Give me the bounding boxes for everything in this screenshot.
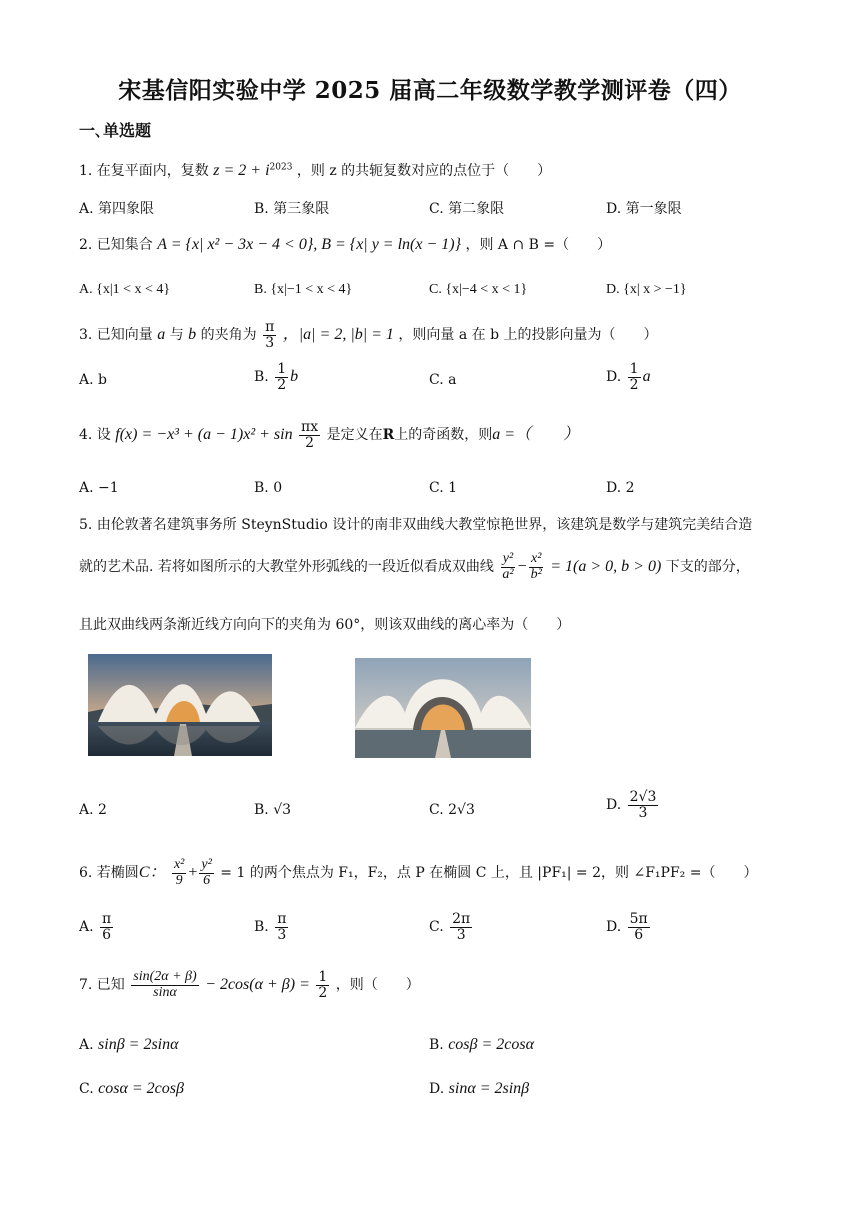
q3-opt-d-den: 2 [629, 376, 639, 393]
q6-option-c-label: C. [429, 919, 444, 936]
q7-mid: − 2cos(α + β) = [205, 976, 310, 994]
section-heading: 一､单选题 [79, 121, 152, 140]
q3-option-b-fraction [275, 362, 288, 392]
q5-frac-y [500, 552, 515, 582]
q7-half [316, 970, 329, 1000]
q4-frac-den: 2 [305, 434, 315, 451]
q1-expr: z = 2 + i [213, 162, 270, 179]
q4-frac-num: πx [301, 419, 319, 435]
q3-cond: ，|a| = 2, |b| = 1 [282, 326, 394, 344]
q3-opt-b-den: 2 [277, 376, 287, 393]
q6-option-a[interactable] [79, 912, 115, 942]
q7-pre: 7. 已知 [79, 977, 125, 994]
q5-b2: b² [530, 566, 542, 582]
q5-option-d[interactable] [606, 790, 660, 820]
q3-option-c-text: C. a [429, 372, 457, 388]
q1-option-b[interactable]: B. 第三象限 [254, 201, 330, 217]
page-title: 宋基信阳实验中学 2025 届高二年级数学教学测评卷（四） [118, 77, 742, 104]
question-6: 6. 若椭圆C： $\frac{\text{x²}}{9}$ + $\frac{\text{y²}}{6}$ = 1 的两个焦点为 F₁，F₂，点 P 在椭圆 C 上，且 |PF₁| = 2，则 ∠F₁PF₂ =（ ） [79, 857, 758, 888]
q3-option-a[interactable] [79, 372, 107, 388]
q4-post2: 上的奇函数，则 [394, 427, 493, 444]
q3-mid: 与 [169, 327, 184, 344]
q7-option-b-label: B. [429, 1037, 444, 1053]
q1-pre: 1. 在复平面内，复数 [79, 163, 209, 179]
q3-angle-fraction [263, 320, 276, 350]
q6-option-b[interactable] [254, 912, 290, 942]
q5-a2: a² [502, 566, 514, 582]
q7-fraction [131, 970, 198, 1000]
q3-opt-b-num: 1 [277, 361, 287, 377]
q3-pre: 3. 已知向量 [79, 327, 153, 344]
q1-option-c[interactable]: C. 第二象限 [429, 201, 505, 217]
q3-option-c[interactable] [429, 372, 456, 388]
q7-half-den: 2 [318, 984, 328, 1001]
q6-opt-a-frac [100, 912, 113, 942]
q7-option-b-expr: cosβ = 2cosα [448, 1036, 535, 1053]
q6-opt-c-frac [450, 912, 472, 942]
q2-option-b[interactable]: B. {x|−1 < x < 4} [254, 282, 353, 297]
q6-6: 6 [203, 872, 211, 888]
q6-option-d[interactable] [606, 912, 652, 942]
q6-y2: y² [201, 857, 212, 872]
question-3 [79, 320, 658, 350]
q1-post: ，则 z 的共轭复数对应的点位于（ ） [296, 163, 552, 179]
q6-opt-c-num: 2π [452, 911, 471, 927]
q6-opt-a-den: 6 [102, 926, 112, 943]
q2-pre: 2. 已知集合 [79, 237, 153, 253]
q7-option-d[interactable] [429, 1080, 529, 1098]
q4-post1: 是定义在 [326, 427, 383, 444]
q5-opt-d-num: 2√3 [629, 789, 657, 805]
q6-opt-d-num: 5π [629, 911, 648, 927]
question-5-line-2: 就的艺术品. 若将如图所示的大教堂外形弧线的一段近似看成双曲线 $\frac{\text{y²}}{\text{a²}}$ − $\frac{\text{x²}}{\text{b²}}$ = 1(a > 0, b > 0) 下支的部分， [79, 551, 750, 582]
q5-option-a[interactable]: A. 2 [79, 802, 107, 818]
q3-option-d-fraction [628, 362, 641, 392]
q2-post: ，则 A ∩ B =（ ） [465, 237, 612, 253]
q6-option-c[interactable] [429, 912, 474, 942]
q5-opt-d-den: 3 [638, 804, 648, 821]
q5-option-d-fraction [628, 790, 659, 820]
q3-three: 3 [265, 334, 275, 351]
cathedral-photo-2 [355, 658, 531, 758]
q7-num: sin(2α + β) [133, 969, 197, 984]
q7-option-d-expr: sinα = 2sinβ [448, 1080, 530, 1097]
q7-option-c-label: C. [79, 1081, 94, 1097]
q4-option-d[interactable]: D. 2 [606, 480, 635, 496]
q3-option-b[interactable] [254, 362, 298, 392]
q4-option-a[interactable]: A. −1 [79, 480, 119, 496]
q7-option-a-expr: sinβ = 2sinα [98, 1036, 179, 1053]
q6-option-b-label: B. [254, 919, 269, 936]
question-2 [79, 234, 611, 254]
q6-pre: 6. 若椭圆 [79, 865, 139, 882]
q7-option-b[interactable] [429, 1036, 534, 1054]
q5-line2-post: 下支的部分， [665, 559, 750, 576]
q6-opt-d-frac [628, 912, 650, 942]
q3-option-b-label: B. [254, 369, 269, 386]
q7-option-a[interactable] [79, 1036, 179, 1054]
q6-opt-c-den: 3 [456, 926, 466, 943]
q7-option-a-label: A. [79, 1037, 94, 1053]
q5-option-b[interactable]: B. √3 [254, 802, 292, 818]
question-7 [79, 970, 420, 1000]
q3-angle-text: 的夹角为 [200, 327, 257, 344]
q4-pre: 4. 设 [79, 427, 111, 444]
question-4 [79, 420, 579, 450]
question-1 [79, 160, 551, 180]
q3-option-d-label: D. [606, 369, 622, 386]
q6-C: C： [138, 864, 166, 882]
q2-option-a[interactable]: A. {x|1 < x < 4} [79, 282, 171, 297]
q3-opt-d-num: 1 [629, 361, 639, 377]
q7-option-d-label: D. [429, 1081, 445, 1097]
q2-option-d[interactable]: D. {x| x > −1} [606, 282, 687, 297]
q7-post: ，则（ ） [335, 977, 420, 994]
q3-pi: π [265, 319, 275, 335]
q6-opt-a-num: π [102, 911, 112, 927]
q4-expr: f(x) = −x³ + (a − 1)x² + sin [115, 426, 293, 444]
q6-x2: x² [173, 857, 185, 872]
q3-option-a-text: A. b [79, 372, 107, 388]
q5-option-d-label: D. [606, 797, 622, 814]
q3-opt-d-vec: a [642, 368, 651, 386]
q4-R: R [382, 427, 395, 444]
q5-y2: y² [502, 551, 514, 566]
q5-line2-pre: 就的艺术品. 若将如图所示的大教堂外形弧线的一段近似看成双曲线 [79, 559, 494, 576]
q5-x2: x² [530, 551, 542, 566]
q6-opt-d-den: 6 [634, 926, 644, 943]
q3-post: ，则向量 a 在 b 上的投影向量为（ ） [398, 327, 658, 344]
q1-exp: 2023 [269, 162, 293, 173]
q7-half-num: 1 [318, 969, 328, 985]
q3-option-d[interactable] [606, 362, 651, 392]
question-5-line-3: 且此双曲线两条渐近线方向向下的夹角为 60°，则该双曲线的离心率为（ ） [79, 617, 571, 633]
cathedral-photo-1 [88, 654, 272, 756]
q6-frac-x [172, 858, 186, 888]
q3-vec-b: b [188, 326, 197, 344]
q7-option-c[interactable] [79, 1080, 184, 1098]
q2-expr: A = {x| x² − 3x − 4 < 0}, B = {x| y = ln(x − 1)} [157, 236, 461, 253]
q7-option-c-expr: cosα = 2cosβ [98, 1080, 184, 1097]
q6-9: 9 [175, 872, 183, 888]
q6-option-a-label: A. [79, 919, 94, 936]
question-5-line-1: 5. 由伦敦著名建筑事务所 SteynStudio 设计的南非双曲线大教堂惊艳世界，该建筑是数学与建筑完美结合造 [79, 517, 753, 533]
q3-vec-a: a [157, 326, 166, 344]
q5-eq: = 1(a > 0, b > 0) [550, 558, 662, 576]
q5-option-c[interactable]: C. 2√3 [429, 802, 475, 818]
q1-option-a[interactable]: A. 第四象限 [79, 201, 155, 217]
q6-post: = 1 的两个焦点为 F₁，F₂，点 P 在椭圆 C 上，且 |PF₁| = 2，则 ∠F₁PF₂ =（ ） [220, 865, 758, 882]
q6-frac-y [199, 858, 213, 888]
q6-opt-b-den: 3 [277, 926, 287, 943]
q6-opt-b-frac [275, 912, 288, 942]
q2-option-c[interactable]: C. {x|−4 < x < 1} [429, 282, 528, 297]
q7-den: sinα [153, 984, 177, 1000]
q6-option-d-label: D. [606, 919, 622, 936]
q4-option-b[interactable]: B. 0 [254, 480, 283, 496]
q5-frac-x [529, 552, 544, 582]
q1-option-d[interactable]: D. 第一象限 [606, 201, 682, 217]
q4-fraction [299, 420, 320, 450]
q6-opt-b-num: π [277, 911, 287, 927]
q3-opt-b-vec: b [290, 368, 299, 386]
q4-post3: a =（ ） [492, 426, 580, 444]
q4-option-c[interactable]: C. 1 [429, 480, 458, 496]
